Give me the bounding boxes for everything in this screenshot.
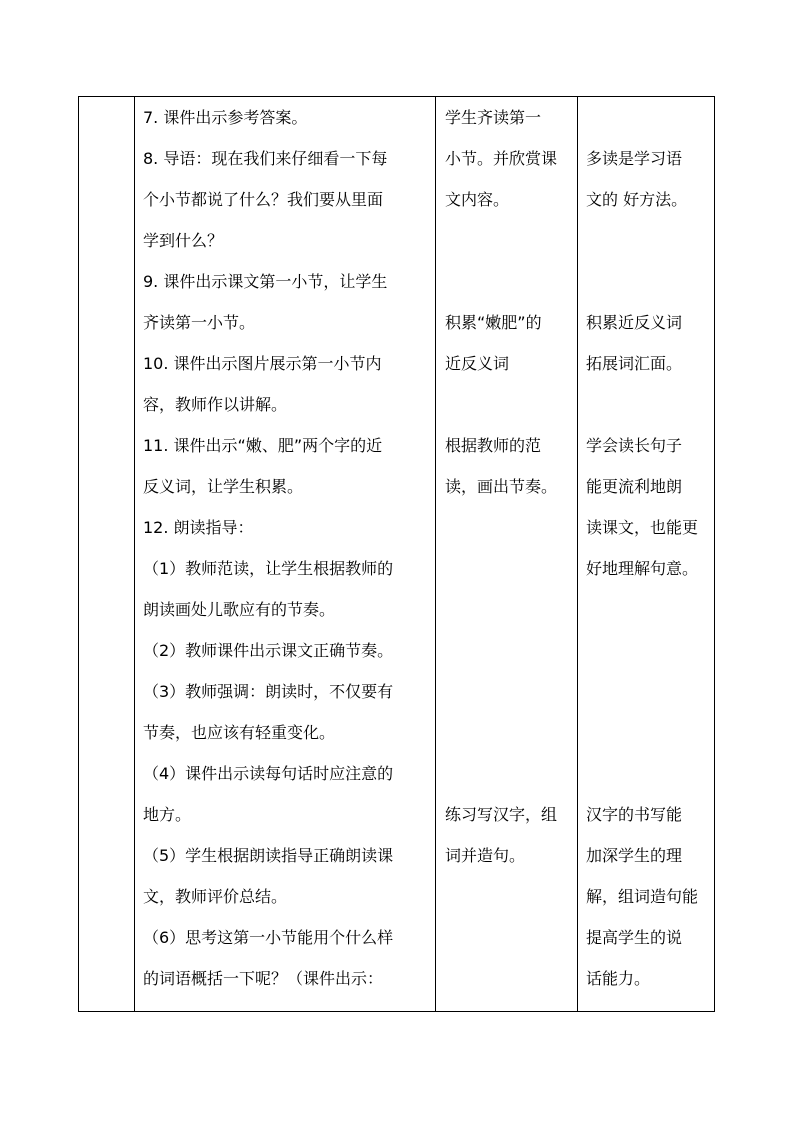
intent-line: 汉字的书写能	[586, 805, 683, 824]
intent-line: 读课文，也能更	[586, 518, 699, 537]
process-line: 节奏，也应该有轻重变化。	[143, 723, 336, 742]
process-line: 8. 导语：现在我们来仔细看一下每	[143, 149, 388, 168]
student-line: 小节。并欣赏课	[445, 149, 558, 168]
process-line: 学到什么？	[143, 231, 224, 250]
column-divider-1	[134, 97, 135, 1011]
student-line: 读，画出节奏。	[445, 477, 558, 496]
process-line: 个小节都说了什么？我们要从里面	[143, 190, 384, 209]
intent-line: 文的 好方法。	[586, 190, 688, 209]
intent-line: 学会读长句子	[586, 436, 683, 455]
teaching-process-column	[143, 97, 433, 1011]
process-line: 地方。	[143, 805, 192, 824]
student-line: 词并造句。	[445, 846, 526, 865]
process-line: 的词语概括一下呢？（课件出示：	[143, 969, 384, 988]
intent-line: 好地理解句意。	[586, 559, 699, 578]
student-line: 文内容。	[445, 190, 510, 209]
student-line: 练习写汉字，组	[445, 805, 558, 824]
intent-line: 多读是学习语	[586, 149, 683, 168]
student-line: 学生齐读第一	[445, 108, 542, 127]
process-line: 7. 课件出示参考答案。	[143, 108, 308, 127]
process-line: 齐读第一小节。	[143, 313, 256, 332]
student-activity-column	[445, 97, 577, 1011]
process-line: 朗读画处儿歌应有的节奏。	[143, 600, 336, 619]
process-line: 11. 课件出示“嫩、肥”两个字的近	[143, 436, 383, 455]
intent-line: 提高学生的说	[586, 928, 683, 947]
process-line: （5）学生根据朗读指导正确朗读课	[143, 846, 394, 865]
student-line: 近反义词	[445, 354, 510, 373]
intent-line: 积累近反义词	[586, 313, 683, 332]
lesson-plan-table	[78, 96, 715, 1012]
process-line: （1）教师范读，让学生根据教师的	[143, 559, 394, 578]
design-intent-column	[586, 97, 714, 1011]
student-line: 根据教师的范	[445, 436, 542, 455]
process-line: 10. 课件出示图片展示第一小节内	[143, 354, 382, 373]
process-line: （6）思考这第一小节能用个什么样	[143, 928, 394, 947]
intent-line: 加深学生的理	[586, 846, 683, 865]
process-line: （4）课件出示读每句话时应注意的	[143, 764, 394, 783]
process-line: （3）教师强调：朗读时，不仅要有	[143, 682, 394, 701]
process-line: 9. 课件出示课文第一小节，让学生	[143, 272, 388, 291]
intent-line: 话能力。	[586, 969, 651, 988]
student-line: 积累“嫩肥”的	[445, 313, 542, 332]
column-divider-2	[435, 97, 436, 1011]
intent-line: 拓展词汇面。	[586, 354, 683, 373]
process-line: 反义词，让学生积累。	[143, 477, 304, 496]
stage-column	[79, 97, 134, 1011]
process-line: 容，教师作以讲解。	[143, 395, 288, 414]
column-divider-3	[577, 97, 578, 1011]
intent-line: 解，组词造句能	[586, 887, 699, 906]
intent-line: 能更流利地朗	[586, 477, 683, 496]
process-line: 12. 朗读指导：	[143, 518, 254, 537]
process-line: 文，教师评价总结。	[143, 887, 288, 906]
process-line: （2）教师课件出示课文正确节奏。	[143, 641, 394, 660]
